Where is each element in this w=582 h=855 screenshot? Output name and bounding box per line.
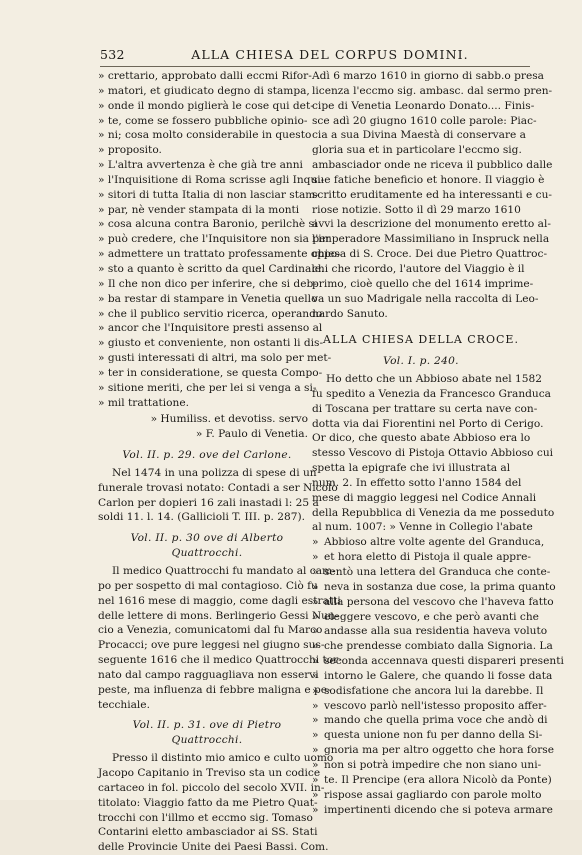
text-line: » crettario, approbato dalli eccmi Rifor-	[98, 70, 312, 82]
text-line: soldi 11. l. 14. (Gallicioli T. III. p. 287).	[98, 511, 305, 524]
text-line: licenza l'eccmo sig. ambasc. dal sermo pren-	[312, 84, 553, 97]
text-line: delle Provincie Unite dei Paesi Bassi. Com.	[98, 841, 329, 854]
text-line: Ho detto che un Abbioso abate nel 1582	[326, 373, 542, 386]
text-line: Contarini eletto ambasciador ai SS. Stati	[98, 826, 318, 839]
text-line: » mil trattatione.	[98, 396, 189, 409]
text-line: » ancor che l'Inquisitore presti assenso al	[98, 322, 323, 335]
text-line: va un suo Madrigale nella raccolta di Leo-	[312, 292, 539, 305]
text-line: Jacopo Capitanio in Treviso sta un codice	[98, 766, 321, 779]
quoted-line: » te. Il Prencipe (era allora Nicolò da Ponte)	[312, 773, 530, 788]
text-line: » ni; cosa molto considerabile in questo	[98, 129, 312, 142]
text-line: della Repubblica di Venezia da me posseduto	[312, 506, 555, 519]
text-line: Nel 1474 in una polizza di spese di un	[112, 466, 317, 479]
quoted-line: » Abbioso altre volte agente del Granduca,	[312, 535, 530, 550]
text-line: seguente 1616 che il medico Quattrocchi tor-	[98, 654, 342, 667]
text-line: stesso Vescovo di Pistoja Ottavio Abbioso cui	[312, 447, 554, 460]
quoted-line: » che prendesse combiato dalla Signoria. La	[312, 639, 530, 654]
text-line: po per sospetto di mal contagioso. Ciò fu	[98, 579, 318, 592]
text-line: fu spedito a Venezia da Francesco Granduca	[312, 387, 552, 400]
text-line: delle lettere di mons. Berlingerio Gessi Nun-	[98, 609, 339, 622]
text-line: » matori, et giudicato degno di stampa,	[98, 84, 310, 97]
text-line: Carlon per dopieri 16 zali inastadi l: 25 a	[98, 496, 319, 509]
abbioso-paragraph	[312, 372, 555, 535]
text-line: peste, ma influenza di febbre maligna e pe-	[98, 683, 331, 696]
text-line: cartaceo in fol. piccolo del secolo XVII. in-	[98, 781, 325, 794]
letter-signature: » F. Paulo di Venetia.	[195, 428, 308, 441]
viaggio-paragraph	[312, 69, 553, 321]
text-line: » gusti interessati di altri, ma solo per met-	[98, 352, 332, 365]
alberto-quattrocchi-paragraph	[98, 564, 342, 712]
text-line: » proposito.	[98, 144, 162, 157]
running-header	[100, 47, 510, 65]
text-line: avvi la descrizione del monumento eretto al-	[312, 218, 551, 231]
page-number: 532	[100, 47, 125, 62]
text-line: trocchi con l'illmo et eccmo sig. Tomaso	[98, 811, 313, 824]
quoted-line: » neva in sostanza due cose, la prima quanto	[312, 580, 530, 595]
text-line: » ba restar di stampare in Venetia quello	[98, 292, 318, 305]
text-line: spetta la epigrafe che ivi illustrata al	[312, 462, 511, 475]
section-heading-vol-i: Vol. I. p. 240.	[383, 355, 459, 368]
left-column	[98, 69, 342, 855]
text-line: ambasciador onde ne riceva il pubblico dalle	[312, 159, 553, 172]
quoted-line: » gnoria ma per altro oggetto che hora forse	[312, 743, 530, 758]
text-line: num. 2. In effetto sotto l'anno 1584 del	[312, 476, 522, 489]
text-line: riose notizie. Sotto il dì 29 marzo 1610	[312, 203, 521, 216]
text-line: di Toscana per trattare su certa nave con-	[312, 402, 538, 415]
letter-text	[98, 69, 341, 410]
section-heading-alberto-quattrocchi: Vol. II. p. 30 ove di Alberto Quattrocchi.	[130, 532, 284, 560]
text-line: » l'Inquisitione di Roma scrisse agli Inqui-	[98, 173, 325, 186]
text-line: primo, cioè quello che del 1614 imprime-	[312, 277, 534, 290]
text-line: tecchiale.	[98, 698, 150, 711]
text-line: » sitori di tutta Italia di non lasciar stam-	[98, 188, 319, 201]
text-line: mese di maggio leggesi nel Codice Annali	[312, 491, 537, 504]
quoted-line: » intorno le Galere, che quando li fosse data	[312, 669, 530, 684]
quoted-line: » sentò una lettera del Granduca che conte-	[312, 565, 530, 580]
section-heading-carlone: Vol. II. p. 29. ove del Carlone.	[122, 449, 292, 462]
text-line: » giusto et conveniente, non ostanti li dis-	[98, 337, 324, 350]
carlone-paragraph	[98, 466, 338, 525]
quoted-line: » non si potrà impedire che non siano uni-	[312, 758, 530, 773]
quoted-line: » sodisfatione che ancora lui la darebbe. Il	[312, 684, 530, 699]
text-line: cipe di Venetia Leonardo Donato.... Finis-	[312, 99, 535, 112]
running-title: ALLA CHIESA DEL CORPUS DOMINI.	[191, 47, 469, 62]
text-line: chiesa di S. Croce. Dei due Pietro Quattroc-	[312, 248, 548, 261]
text-line: » onde il mondo piglierà le cose qui det-	[98, 99, 314, 112]
text-line: Adì 6 marzo 1610 in giorno di sabb.o presa	[312, 70, 544, 82]
text-line: al num. 1007: » Venne in Collegio l'abate	[312, 521, 533, 534]
text-line: Procacci; ove pure leggesi nel giugno sus-	[98, 639, 325, 652]
text-line: chi che ricordo, l'autore del Viaggio è il	[312, 262, 525, 275]
quoted-line: » rispose assai gagliardo con parole molto	[312, 788, 530, 803]
quoted-line: » impertinenti dicendo che si poteva armare	[312, 803, 530, 818]
text-line: » te, come se fossero pubbliche opinio-	[98, 114, 308, 127]
text-line: scritto eruditamente ed ha interessanti e cu-	[312, 188, 553, 201]
quoted-line: » mando che quella prima voce che andò di	[312, 713, 530, 728]
quoted-line: » questa unione non fu per danno della Si-	[312, 728, 530, 743]
annali-quotation	[312, 535, 564, 817]
text-line: Presso il distinto mio amico e culto uomo	[112, 752, 334, 765]
quoted-line: » vescovo parlò nell'istesso proposito affer-	[312, 699, 530, 714]
letter-closing-line: » Humiliss. et devotiss. servo	[150, 413, 308, 426]
chapter-heading-croce: ALLA CHIESA DELLA CROCE.	[323, 333, 519, 347]
right-column	[312, 69, 564, 817]
header-rule	[100, 66, 530, 67]
section-heading-pietro-quattrocchi: Vol. II. p. 31. ove di Pietro Quattrocchi.	[132, 719, 282, 747]
text-line: » par, nè vender stampata di la monti	[98, 203, 300, 216]
text-line: » sitione meriti, che per lei si venga a si-	[98, 381, 317, 394]
text-line: dotta via dai Fiorentini nel Porto di Cerigo.	[312, 417, 544, 430]
text-line: cio a Venezia, comunicatomi dal fu Marco	[98, 624, 323, 637]
quoted-line: » et hora eletto di Pistoja il quale appre-	[312, 550, 530, 565]
pietro-quattrocchi-paragraph	[98, 751, 334, 855]
text-line: l'imperadore Massimiliano in Inspruck nella	[312, 233, 550, 246]
text-line: nato dal campo ragguagliava non esservi	[98, 668, 319, 681]
text-line: » L'altra avvertenza è che già tre anni	[98, 159, 303, 172]
text-line: cia a sua Divina Maestà di conservare a	[312, 129, 526, 142]
text-line: » che il publico servitio ricerca, operando	[98, 307, 323, 320]
text-line: titolato: Viaggio fatto da me Pietro Quat-	[98, 796, 318, 809]
text-line: nardo Sanuto.	[312, 307, 388, 320]
text-line: sue fatiche beneficio et honore. Il viaggio è	[312, 173, 545, 186]
text-line: » admettere un trattato professamente oppo-	[98, 248, 341, 261]
text-line: funerale trovasi notato: Contadi a ser Nicolò	[98, 481, 338, 494]
text-line: nel 1616 mese di maggio, come dagli estratti	[98, 594, 341, 607]
text-line: » cosa alcuna contra Baronio, perilchè si	[98, 218, 318, 231]
text-line: » sto a quanto è scritto da quel Cardinale.	[98, 262, 325, 275]
text-line: » ter in consideratione, se questa Compo-	[98, 366, 323, 379]
quoted-line: » alla persona del vescovo che l'haveva fatto	[312, 595, 530, 610]
text-line: gloria sua et in particolare l'eccmo sig.	[312, 144, 522, 157]
text-line: » può credere, che l'Inquisitore non sia per	[98, 233, 331, 246]
quoted-line: » eleggere vescovo, e che però avanti che	[312, 610, 530, 625]
text-line: » Il che non dico per inferire, che si deb-	[98, 277, 317, 290]
text-line: Il medico Quattrocchi fu mandato al cam-	[112, 565, 336, 577]
quoted-line: » seconda accennava questi dispareri presenti	[312, 654, 530, 669]
text-line: sce adì 20 giugno 1610 colle parole: Piac-	[312, 114, 537, 127]
quoted-line: » andasse alla sua residentia haveva voluto	[312, 624, 530, 639]
text-line: Or dico, che questo abate Abbioso era lo	[312, 432, 531, 445]
